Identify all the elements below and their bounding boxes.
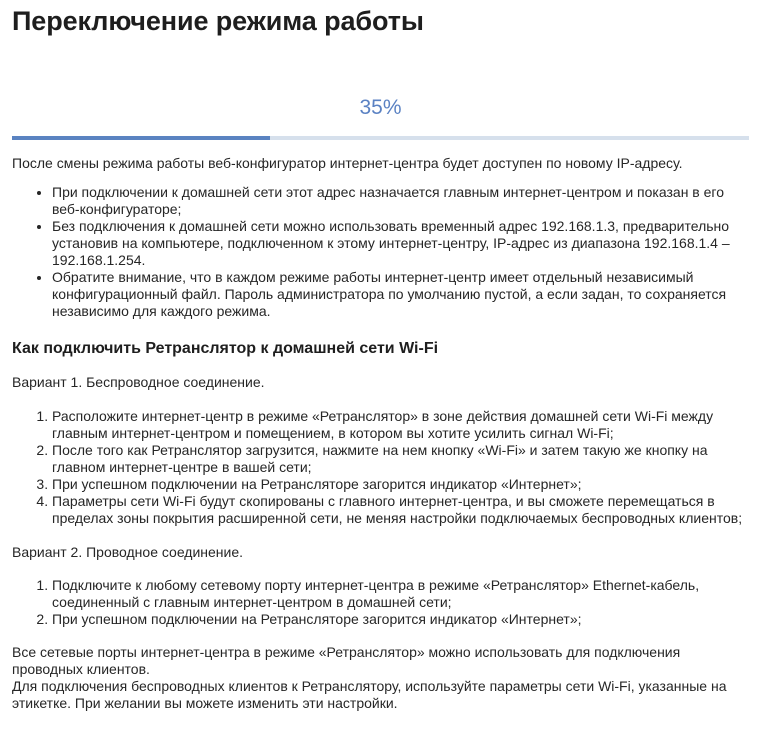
note-item: • Обратите внимание, что в каждом режиме работы интернет-центр имеет отдельный независимый конфигурационный файл. Пароль администратора по умолчанию пустой, а если задан, то сохраняется независимо для каждого режима.: [52, 269, 752, 320]
variant1-label: Вариант 1. Беспроводное соединение.: [12, 374, 265, 390]
content-body: [12, 155, 748, 712]
progress-fill: [12, 136, 270, 140]
note-item: • При подключении к домашней сети этот адрес назначается главным интернет-центром и показан в его веб-конфигураторе;: [52, 184, 752, 218]
progress-track: [12, 136, 749, 140]
page-title: Переключение режима работы: [12, 6, 424, 36]
progress-indicator: [12, 96, 749, 140]
note-item: • Без подключения к домашней сети можно использовать временный адрес 192.168.1.3, предварительно установив на компьютере, подключенном к этому интернет-центру, IP-адрес из диапазона 192.168.1.4 – 192.168.1.254.: [52, 218, 752, 269]
notes-list: [12, 184, 752, 320]
variant2-label: Вариант 2. Проводное соединение.: [12, 544, 244, 560]
step-item: 1. Подключите к любому сетевому порту интернет-центра в режиме «Ретранслятор» Ethernet-кабель, соединенный с главным интернет-центром в домашней сети;: [52, 577, 752, 611]
step-item: 3. При успешном подключении на Ретрансляторе загорится индикатор «Интернет»;: [52, 476, 752, 493]
intro-paragraph: После смены режима работы веб-конфигуратор интернет-центра будет доступен по новому IP-адресу.: [12, 155, 683, 171]
progress-percent-label: 35%: [359, 96, 402, 119]
section-heading: Как подключить Ретранслятор к домашней сети Wi-Fi: [12, 340, 439, 357]
variant2-steps: [12, 577, 752, 628]
step-item: 2. При успешном подключении на Ретрансляторе загорится индикатор «Интернет»;: [52, 611, 752, 628]
step-item: 4. Параметры сети Wi-Fi будут скопированы с главного интернет-центра, и вы сможете перемещаться в пределах зоны покрытия расширенной сети, не меняя настройки подключаемых беспроводных клиентов;: [52, 493, 752, 527]
step-item: 2. После того как Ретранслятор загрузится, нажмите на нем кнопку «Wi-Fi» и затем такую же кнопку на главном интернет-центре в вашей сети;: [52, 442, 752, 476]
variant1-steps: [12, 408, 752, 527]
footer-paragraph-ports: Все сетевые порты интернет-центра в режиме «Ретранслятор» можно использовать для подключения проводных клиентов.: [12, 644, 681, 677]
step-item: 1. Расположите интернет-центр в режиме «Ретранслятор» в зоне действия домашней сети Wi-Fi между главным интернет-центром и помещением, в котором вы хотите усилить сигнал Wi-Fi;: [52, 408, 752, 442]
footer-paragraph-wireless: Для подключения беспроводных клиентов к Ретранслятору, используйте параметры сети Wi-Fi, указанные на этикетке. При желании вы можете изменить эти настройки.: [12, 678, 727, 711]
